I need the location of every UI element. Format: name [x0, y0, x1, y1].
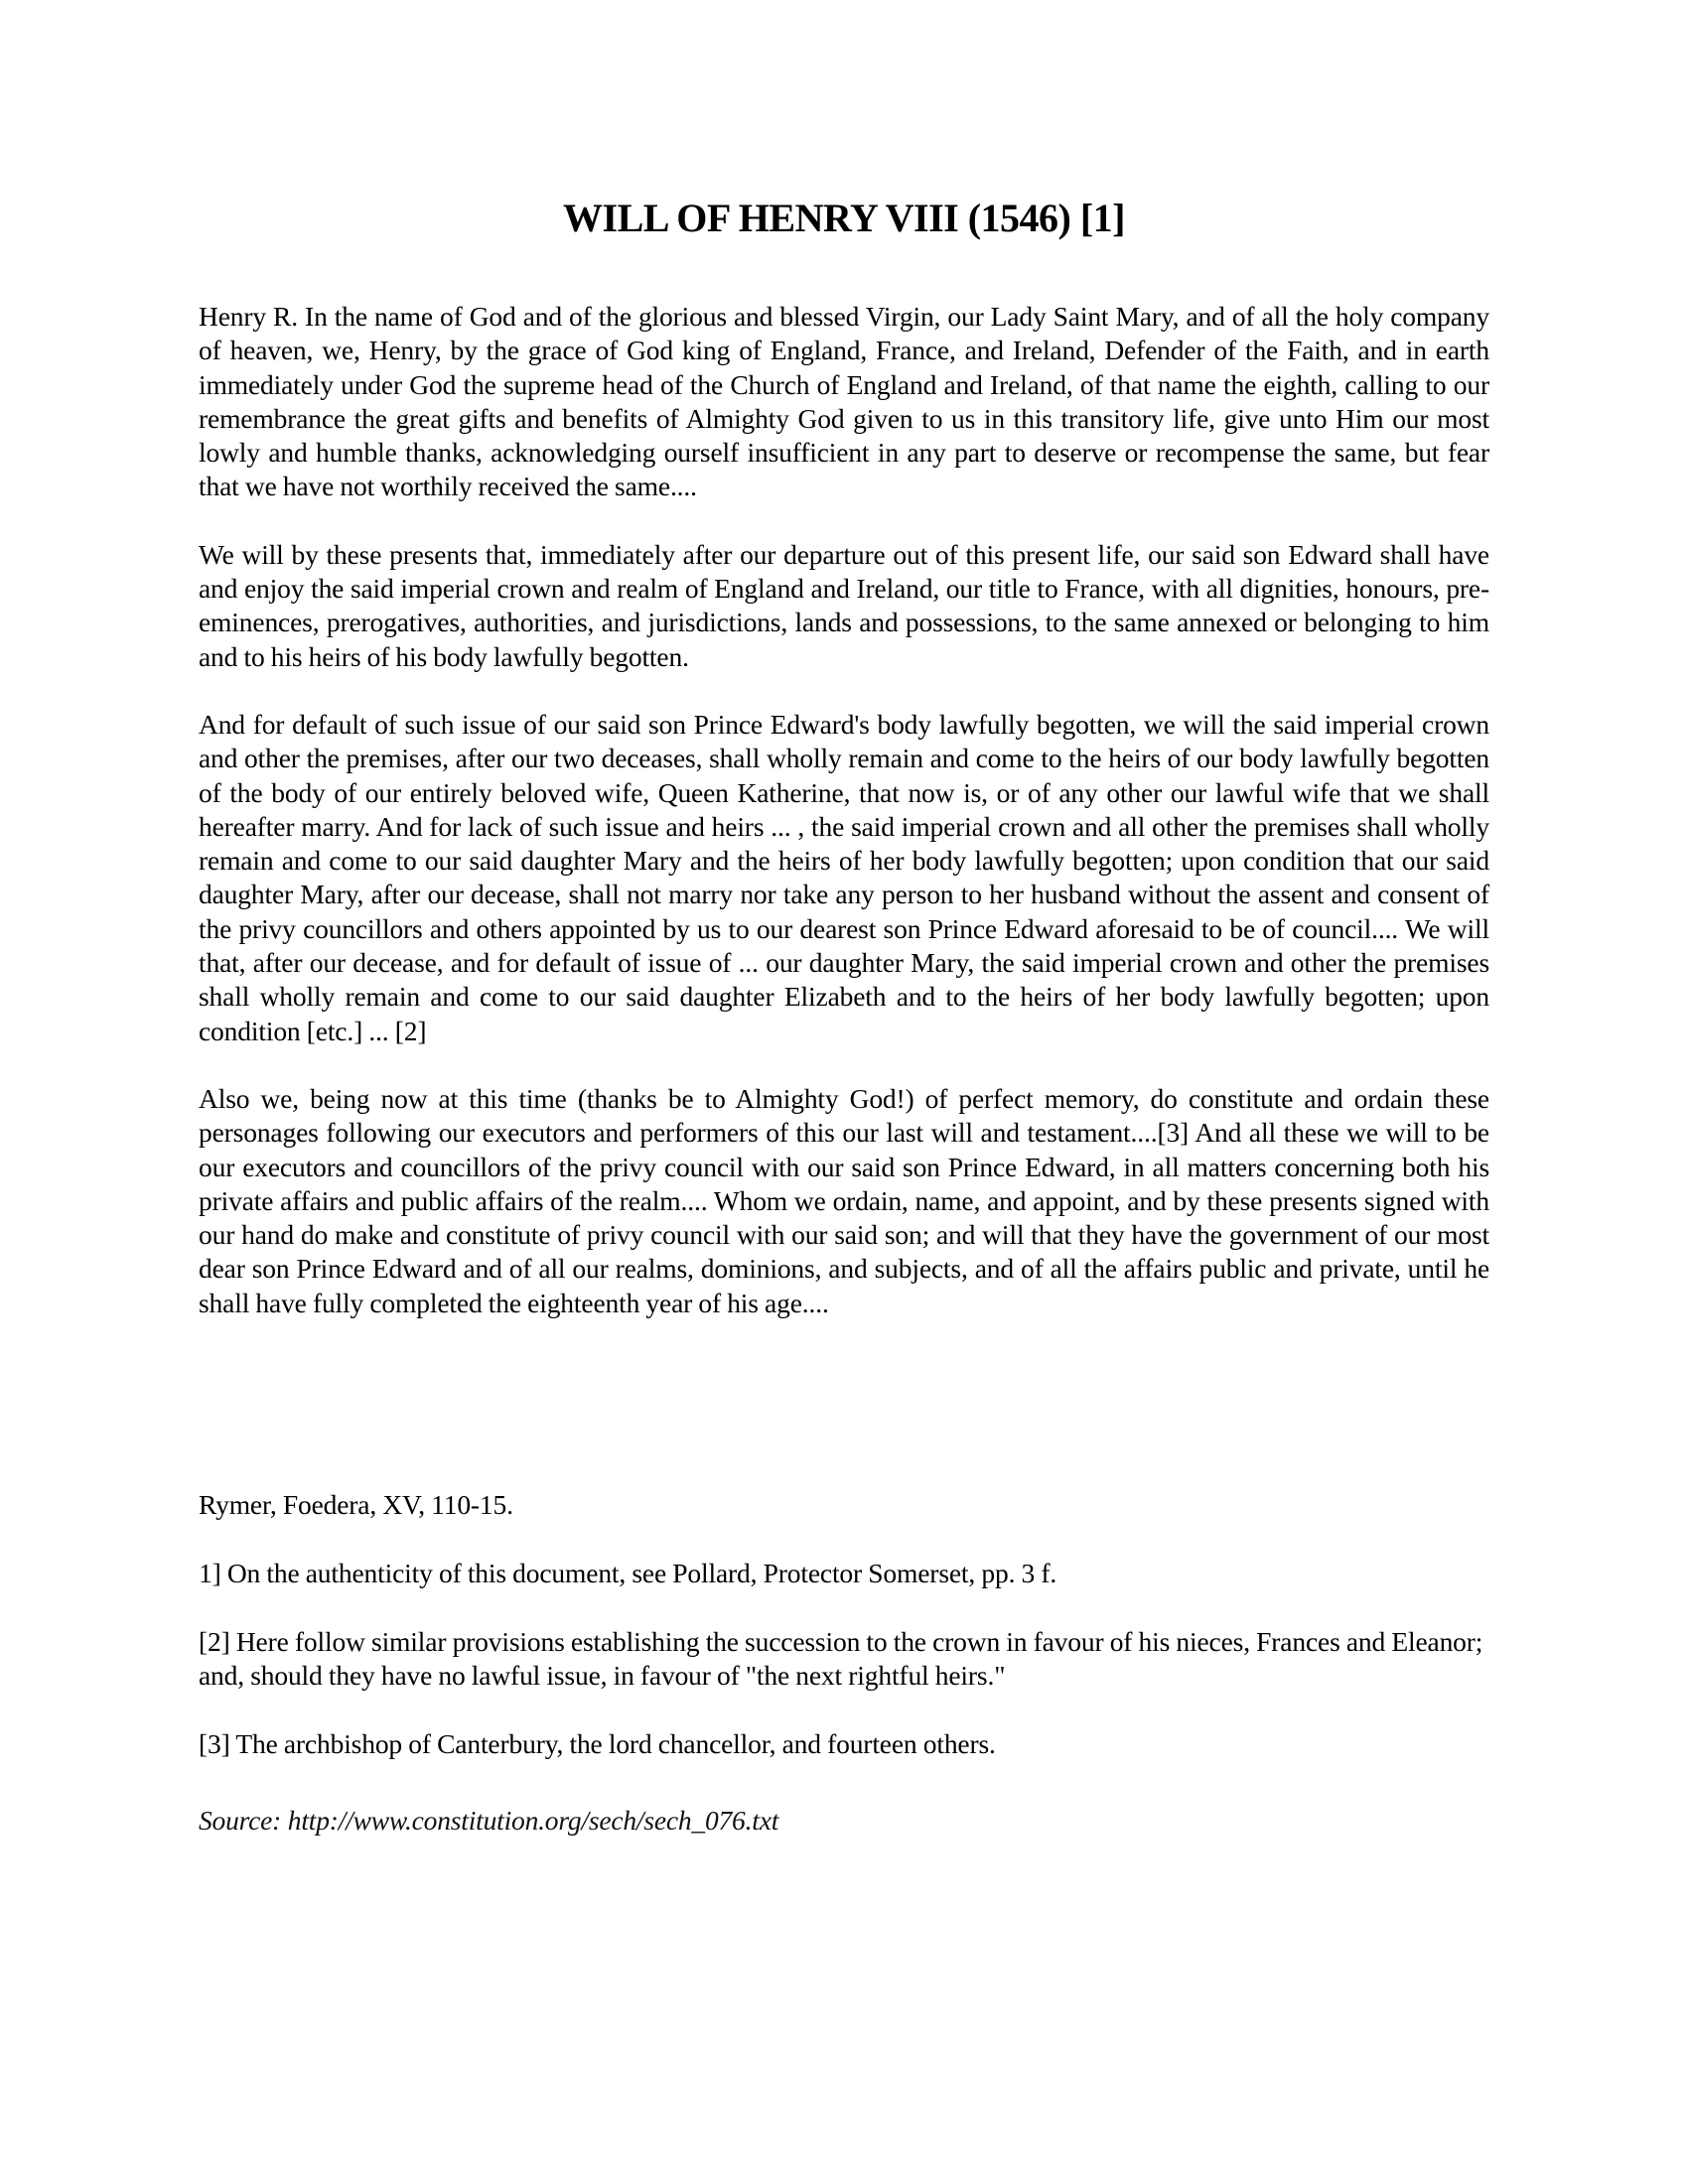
document-body [199, 300, 1489, 1354]
footnote: [2] Here follow similar provisions establishing the succession to the crown in favour of his nieces, Frances and Eleanor; and, should they have no lawful issue, in favour of "the next rightful heirs." [199, 1625, 1483, 1692]
document-title: WILL OF HENRY VIII (1546) [1] [563, 196, 1125, 240]
paragraph-succession-edward: We will by these presents that, immediately after our departure out of this present life, our said son Edward shall have and enjoy the said imperial crown and realm of England and Ireland, our title to France, with all dignities, honours, pre-eminences, prerogatives, authorities, and jurisdictions, lands and possessions, to the same annexed or belonging to him and to his heirs of his body lawfully begotten. [199, 538, 1489, 672]
footnote: [3] The archbishop of Canterbury, the lord chancellor, and fourteen others. [199, 1727, 996, 1759]
paragraph-succession-default: And for default of such issue of our said son Prince Edward's body lawfully begotten, we will the said imperial crown and other the premises, after our two deceases, shall wholly remain and come to the heirs of our body lawfully begotten of the body of our entirely beloved wife, Queen Katherine, that now is, or of any other our lawful wife that we shall hereafter marry. And for lack of such issue and heirs ... , the said imperial crown and all other the premises shall wholly remain and come to our said daughter Mary and the heirs of her body lawfully begotten; upon condition that our said daughter Mary, after our decease, shall not marry nor take any person to her husband without the assent and consent of the privy councillors and others appointed by us to our dearest son Prince Edward aforesaid to be of council.... We will that, after our decease, and for default of issue of ... our daughter Mary, the said imperial crown and other the premises shall wholly remain and come to our said daughter Elizabeth and to the heirs of her body lawfully begotten; upon condition [etc.] ... [2] [199, 708, 1489, 1046]
citation: Rymer, Foedera, XV, 110-15. [199, 1489, 513, 1520]
source-line [199, 1804, 778, 1838]
source-link[interactable]: http://www.constitution.org/sech/sech_076.txt [287, 1805, 779, 1836]
source-label: Source: [199, 1805, 282, 1836]
paragraph-executors: Also we, being now at this time (thanks be to Almighty God!) of perfect memory, do constitute and ordain these personages following our executors and performers of this our last will and testament....[3] And all these we will to be our executors and councillors of the privy council with our said son Prince Edward, in all matters concerning both his private affairs and public affairs of the realm.... Whom we ordain, name, and appoint, and by these presents signed with our hand do make and constitute of privy council with our said son; and will that they have the government of our most dear son Prince Edward and of all our realms, dominions, and subjects, and of all the affairs public and private, until he shall have fully completed the eighteenth year of his age.... [199, 1082, 1489, 1318]
footnote: 1] On the authenticity of this document, see Pollard, Protector Somerset, pp. 3 f. [199, 1557, 1057, 1588]
notes-section [199, 1488, 1489, 1796]
paragraph-preamble: Henry R. In the name of God and of the glorious and blessed Virgin, our Lady Saint Mary, and of all the holy company of heaven, we, Henry, by the grace of God king of England, France, and Ireland, Defender of the Faith, and in earth immediately under God the supreme head of the Church of England and Ireland, of that name the eighth, calling to our remembrance the great gifts and benefits of Almighty God given to us in this transitory life, give unto Him our most lowly and humble thanks, acknowledging ourself insufficient in any part to deserve or recompense the same, but fear that we have not worthily received the same.... [199, 301, 1489, 502]
